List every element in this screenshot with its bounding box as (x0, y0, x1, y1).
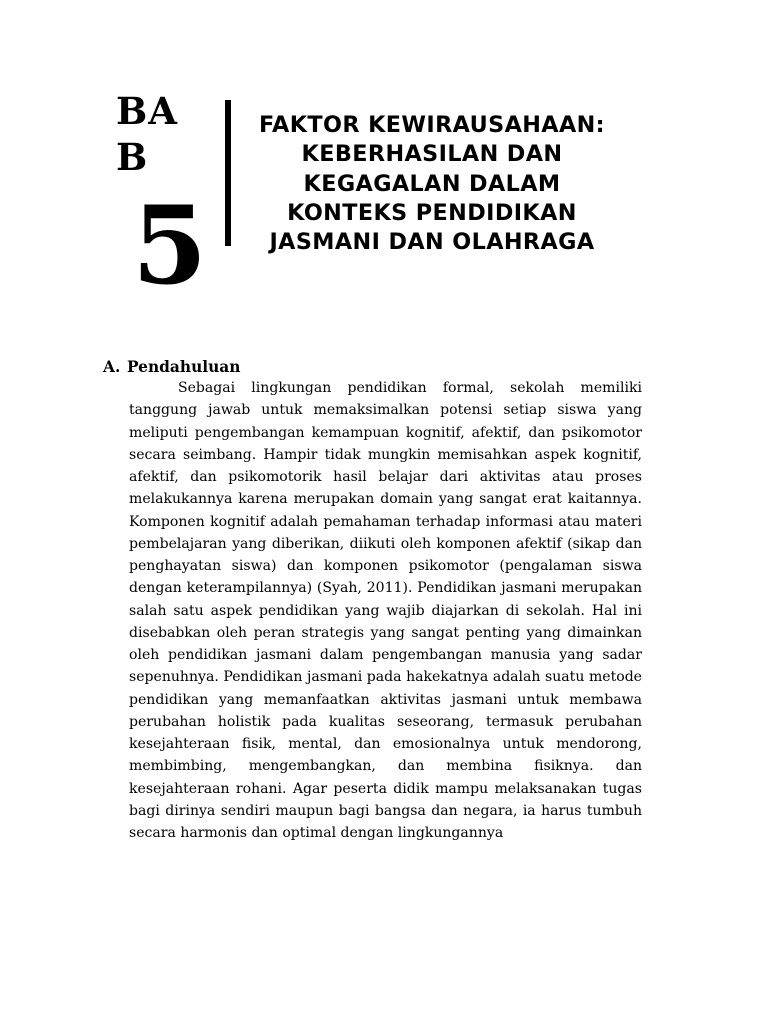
section-marker: A. (103, 358, 121, 376)
chapter-label: BA B (116, 89, 178, 179)
chapter-title: FAKTOR KEWIRAUSAHAAN: KEBERHASILAN DAN KEGAGALAN DALAM KONTEKS PENDIDIKAN JASMANI DAN OLAHRAGA (258, 112, 605, 256)
chapter-number: 5 (132, 183, 208, 309)
chapter-divider (225, 100, 231, 246)
section-heading-text: Pendahuluan (127, 358, 241, 376)
section-heading (103, 356, 240, 378)
body-paragraph: Sebagai lingkungan pendidikan formal, sekolah memiliki tanggung jawab untuk memaksimalkan potensi setiap siswa yang meliputi pengembangan kemampuan kognitif, afektif, dan psikomotor secara seimbang. Hampir tidak mungkin memisahkan aspek kognitif, afektif, dan psikomotorik hasil belajar dari aktivitas atau proses melakukannya karena merupakan domain yang sangat erat kaitannya. Komponen kognitif adalah pemahaman terhadap informasi atau materi pembelajaran yang diberikan, diikuti oleh komponen afektif (sikap dan penghayatan siswa) dan komponen psikomotor (pengalaman siswa dengan keterampilannya) (Syah, 2011). Pendidikan jasmani merupakan salah satu aspek pendidikan yang wajib diajarkan di sekolah. Hal ini disebabkan oleh peran strategis yang sangat penting yang dimainkan oleh pendidikan jasmani dalam pengembangan manusia yang sadar sepenuhnya. Pendidikan jasmani pada hakekatnya adalah suatu metode pendidikan yang memanfaatkan aktivitas jasmani untuk membawa perubahan holistik pada kualitas seseorang, termasuk perubahan kesejahteraan fisik, mental, dan emosionalnya untuk mendorong, membimbing, mengembangkan, dan membina fisiknya. dan kesejahteraan rohani. Agar peserta didik mampu melaksanakan tugas bagi dirinya sendiri maupun bagi bangsa dan negara, ia harus tumbuh secara harmonis dan optimal dengan lingkungannya (129, 380, 642, 841)
